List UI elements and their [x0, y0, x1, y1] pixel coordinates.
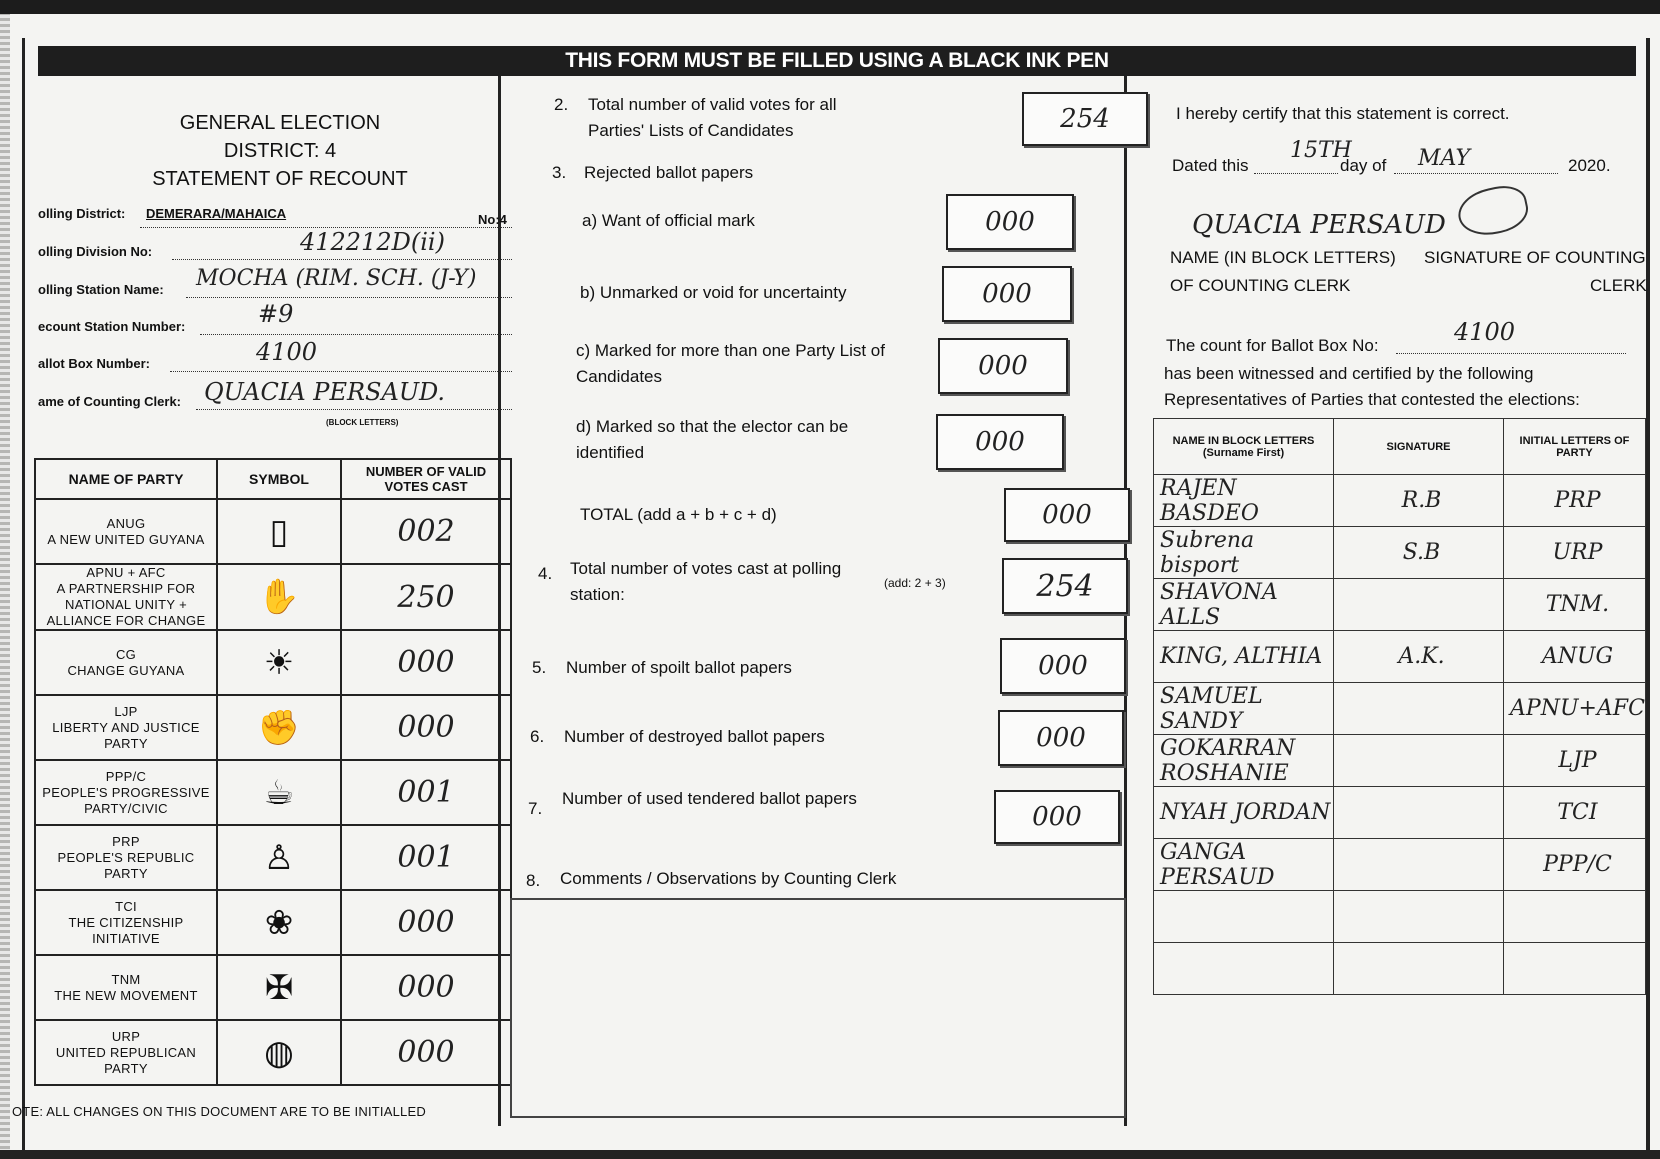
item3-label: Rejected ballot papers	[584, 163, 754, 182]
party-name-cell	[35, 1020, 217, 1085]
eagle-icon: ✠	[264, 968, 294, 1007]
party-symbol-cell	[217, 499, 341, 564]
rep-row	[1154, 735, 1646, 787]
rep-row	[1154, 683, 1646, 735]
party-abbr: CG	[115, 646, 137, 662]
votes-header: NUMBER OF VALID VOTES CAST	[341, 459, 511, 499]
rep-name-cell: GANGA PERSAUD	[1154, 839, 1334, 891]
rep-name-cell: RAJEN BASDEO	[1154, 475, 1334, 527]
party-full-name: PEOPLE'S REPUBLIC PARTY	[57, 849, 195, 881]
party-votes-table	[34, 458, 512, 1086]
party-full-name: UNITED REPUBLICAN PARTY	[55, 1044, 197, 1076]
item2-value-box: 254	[1022, 92, 1148, 146]
party-votes-cell: 002	[341, 499, 511, 564]
party-abbr: ANUG	[106, 515, 146, 531]
rep-row	[1154, 527, 1646, 579]
bottom-edge	[0, 1150, 1660, 1159]
rep-row	[1154, 631, 1646, 683]
item2-number: 2.	[554, 95, 569, 114]
rejected-c-box: 000	[938, 338, 1068, 394]
election-title: GENERAL ELECTION	[179, 112, 381, 134]
party-symbol-cell	[217, 890, 341, 955]
party-name-header: NAME OF PARTY	[35, 459, 217, 499]
rep-row	[1154, 475, 1646, 527]
clerk-name-value: QUACIA PERSAUD	[1192, 210, 1446, 240]
item4-label: Total number of votes cast at polling station:	[570, 559, 842, 604]
item6-value-box: 000	[998, 710, 1124, 766]
item7-label: Number of used tendered ballot papers	[562, 789, 857, 808]
recount-station-value: #9	[258, 300, 294, 328]
rejected-d-box: 000	[936, 414, 1064, 470]
party-name-cell	[35, 825, 217, 890]
party-full-name: A PARTNERSHIP FOR NATIONAL UNITY + ALLIANCE FOR CHANGE	[46, 581, 206, 628]
flower-icon: ❀	[264, 903, 294, 942]
scan-edge	[0, 0, 10, 1159]
rep-signature-cell	[1334, 683, 1504, 735]
item4-value-box: 254	[1002, 558, 1128, 614]
date-month-value: MAY	[1418, 146, 1471, 171]
party-row	[35, 499, 511, 564]
item5-value-box: 000	[1000, 638, 1126, 694]
party-row	[35, 760, 511, 825]
rep-signature-cell: R.B	[1334, 475, 1504, 527]
rep-party-cell: TNM.	[1504, 579, 1646, 631]
dated-this-label: Dated this	[1172, 156, 1249, 175]
rep-party-cell: ANUG	[1504, 631, 1646, 683]
polling-district-value: DEMERARA/MAHAICA	[146, 206, 287, 221]
party-symbol-cell	[217, 564, 341, 630]
party-row	[35, 955, 511, 1020]
item8-label: Comments / Observations by Counting Clerk	[560, 869, 897, 888]
party-full-name: A NEW UNITED GUYANA	[47, 531, 205, 547]
item6-label: Number of destroyed ballot papers	[564, 727, 825, 746]
rep-party-cell: URP	[1504, 527, 1646, 579]
hand-key-icon: ✋	[257, 578, 301, 616]
rejected-a-label: a) Want of official mark	[582, 211, 755, 230]
item2-label: Total number of valid votes for all Parties' Lists of Candidates	[588, 95, 837, 140]
party-votes-cell: 000	[341, 1020, 511, 1085]
polling-station-value: MOCHA (RIM. SCH. (J-Y)	[196, 266, 477, 291]
date-year-value: 2020.	[1568, 156, 1611, 175]
ink-pen-banner: THIS FORM MUST BE FILLED USING A BLACK INK PEN	[38, 46, 1636, 76]
ballot-box-label: allot Box Number:	[38, 356, 150, 371]
party-votes-cell: 000	[341, 695, 511, 760]
rep-name-header: NAME IN BLOCK LETTERS (Surname First)	[1154, 419, 1334, 475]
item4-number: 4.	[538, 564, 553, 583]
rep-party-header: INITIAL LETTERS OF PARTY	[1504, 419, 1646, 475]
rep-signature-cell	[1334, 735, 1504, 787]
rep-party-cell: APNU+AFC	[1504, 683, 1646, 735]
party-name-cell	[35, 760, 217, 825]
party-abbr: URP	[111, 1028, 141, 1044]
rep-row	[1154, 579, 1646, 631]
party-row	[35, 695, 511, 760]
symbol-header: SYMBOL	[217, 459, 341, 499]
party-name-cell	[35, 630, 217, 695]
rep-name-cell	[1154, 891, 1334, 943]
count-label: The count for Ballot Box No:	[1166, 336, 1379, 355]
party-symbol-cell	[217, 825, 341, 890]
party-full-name: THE NEW MOVEMENT	[54, 987, 198, 1003]
rep-party-cell	[1504, 943, 1646, 995]
polling-division-label: olling Division No:	[38, 244, 153, 259]
rep-name-cell: KING, ALTHIA	[1154, 631, 1334, 683]
rep-party-cell: PRP	[1504, 475, 1646, 527]
recount-title: STATEMENT OF RECOUNT	[152, 168, 408, 190]
polling-division-value: 412212D(ii)	[300, 228, 445, 256]
rep-signature-cell: A.K.	[1334, 631, 1504, 683]
party-name-cell	[35, 955, 217, 1020]
party-name-cell	[35, 695, 217, 760]
block-letters-note: (BLOCK LETTERS)	[326, 418, 399, 427]
rejected-d-label: d) Marked so that the elector can be identified	[576, 417, 849, 462]
party-symbol-cell	[217, 955, 341, 1020]
rep-name-cell: SHAVONA ALLS	[1154, 579, 1334, 631]
party-full-name: PEOPLE'S PROGRESSIVE PARTY/CIVIC	[42, 784, 210, 816]
lightbulb-icon: ☀	[263, 643, 295, 682]
party-symbol-cell	[217, 1020, 341, 1085]
party-symbol-cell	[217, 695, 341, 760]
party-votes-cell: 250	[341, 564, 511, 630]
party-row	[35, 564, 511, 630]
party-full-name: LIBERTY AND JUSTICE PARTY	[52, 719, 200, 751]
party-row	[35, 890, 511, 955]
rep-name-cell: SAMUEL SANDY	[1154, 683, 1334, 735]
party-representatives-table	[1153, 418, 1646, 995]
polling-district-no: No:4	[478, 212, 507, 227]
top-edge	[0, 0, 1660, 14]
day-of-label: day of	[1340, 156, 1387, 175]
date-day-value: 15TH	[1290, 138, 1352, 163]
rep-signature-cell	[1334, 839, 1504, 891]
rep-party-cell: LJP	[1504, 735, 1646, 787]
rep-signature-cell	[1334, 579, 1504, 631]
rejected-c-label: c) Marked for more than one Party List of Candidates	[576, 341, 885, 386]
party-votes-cell: 000	[341, 630, 511, 695]
rep-row	[1154, 787, 1646, 839]
party-row	[35, 825, 511, 890]
party-row	[35, 1020, 511, 1085]
handshake-icon: ✊	[257, 708, 301, 747]
signature-label-1: SIGNATURE OF COUNTING	[1424, 248, 1646, 267]
item6-number: 6.	[530, 727, 545, 746]
party-row	[35, 630, 511, 695]
globe-icon: ◍	[264, 1033, 294, 1072]
rep-row	[1154, 891, 1646, 943]
party-abbr: LJP	[114, 703, 138, 719]
item3-number: 3.	[552, 163, 567, 182]
witness-line-2: Representatives of Parties that contested the elections:	[1164, 390, 1580, 409]
certify-text: I hereby certify that this statement is correct.	[1176, 104, 1510, 123]
clerk-value: QUACIA PERSAUD.	[204, 378, 446, 406]
party-name-cell	[35, 564, 217, 630]
party-abbr: TNM	[111, 971, 141, 987]
count-box-value: 4100	[1454, 318, 1516, 346]
item5-number: 5.	[532, 658, 547, 677]
rep-row	[1154, 839, 1646, 891]
party-name-cell	[35, 499, 217, 564]
cup-icon: ☕	[263, 773, 295, 812]
party-abbr: TCI	[115, 898, 137, 914]
name-label-2: OF COUNTING CLERK	[1170, 276, 1351, 295]
party-votes-cell: 000	[341, 955, 511, 1020]
signature-label-2: CLERK	[1590, 276, 1647, 295]
party-symbol-cell	[217, 760, 341, 825]
rejected-b-label: b) Unmarked or void for uncertainty	[580, 283, 847, 302]
clerk-label: ame of Counting Clerk:	[38, 394, 182, 409]
party-votes-cell: 001	[341, 825, 511, 890]
rep-name-cell: GOKARRAN ROSHANIE	[1154, 735, 1334, 787]
district-title: DISTRICT: 4	[223, 140, 337, 162]
figure-icon: ♙	[263, 838, 295, 877]
party-symbol-cell	[217, 630, 341, 695]
item5-label: Number of spoilt ballot papers	[566, 658, 792, 677]
initialled-note: OTE: ALL CHANGES ON THIS DOCUMENT ARE TO BE INITIALLED	[12, 1104, 426, 1119]
rep-name-cell: Subrena bisport	[1154, 527, 1334, 579]
total-label: TOTAL (add a + b + c + d)	[580, 505, 777, 524]
item7-value-box: 000	[994, 790, 1120, 844]
item8-number: 8.	[526, 871, 541, 890]
rep-party-cell: PPP/C	[1504, 839, 1646, 891]
item4-add-note: (add: 2 + 3)	[884, 576, 946, 590]
party-abbr: APNU + AFC	[86, 565, 166, 580]
witness-line-1: has been witnessed and certified by the following	[1164, 364, 1534, 383]
rep-signature-cell: S.B	[1334, 527, 1504, 579]
rep-name-cell: NYAH JORDAN	[1154, 787, 1334, 839]
rep-signature-cell	[1334, 943, 1504, 995]
polling-station-label: olling Station Name:	[38, 282, 164, 297]
recount-station-label: ecount Station Number:	[38, 319, 186, 334]
item7-number: 7.	[528, 799, 543, 818]
polling-district-label: olling District:	[38, 206, 126, 221]
rep-signature-cell	[1334, 891, 1504, 943]
party-name-cell	[35, 890, 217, 955]
mobile-phone-icon: ▯	[269, 512, 289, 551]
comments-box	[510, 898, 1126, 1118]
party-votes-cell: 000	[341, 890, 511, 955]
rep-row	[1154, 943, 1646, 995]
rep-party-cell: TCI	[1504, 787, 1646, 839]
party-full-name: CHANGE GUYANA	[67, 662, 185, 678]
ballot-box-value: 4100	[256, 338, 318, 366]
party-full-name: THE CITIZENSHIP INITIATIVE	[68, 914, 184, 946]
party-votes-cell: 001	[341, 760, 511, 825]
rejected-b-box: 000	[942, 266, 1072, 322]
rep-signature-cell	[1334, 787, 1504, 839]
name-label-1: NAME (IN BLOCK LETTERS)	[1170, 248, 1396, 267]
rep-name-cell	[1154, 943, 1334, 995]
party-abbr: PPP/C	[105, 768, 147, 784]
rep-party-cell	[1504, 891, 1646, 943]
rejected-a-box: 000	[946, 194, 1074, 250]
rep-signature-header: SIGNATURE	[1334, 419, 1504, 475]
total-box: 000	[1004, 488, 1130, 542]
party-abbr: PRP	[112, 833, 140, 849]
